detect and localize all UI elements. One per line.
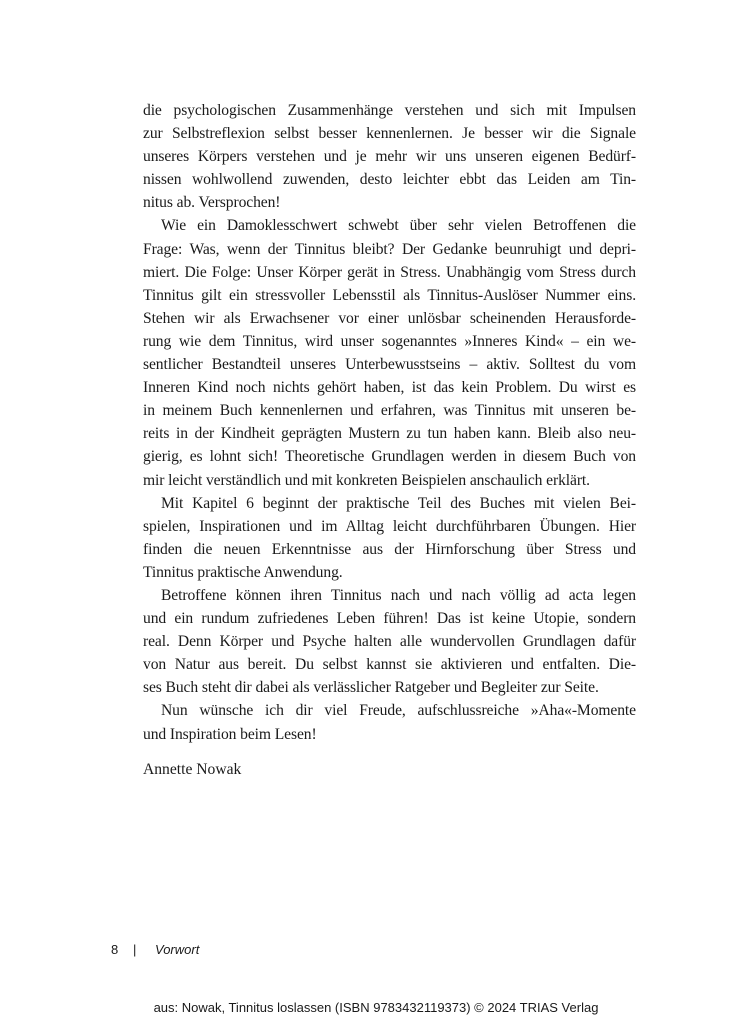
text-line: nissen wohlwollend zuwenden, desto leichter ebbt das Leiden am Tin- bbox=[143, 171, 636, 189]
text-line: Wie ein Damoklesschwert schwebt über sehr vielen Betroffenen die bbox=[161, 217, 636, 235]
section-title: Vorwort bbox=[155, 942, 200, 957]
text-line: Tinnitus praktische Anwendung. bbox=[143, 563, 343, 581]
text-line: spielen, Inspirationen und im Alltag leicht durchführbaren Übungen. Hier bbox=[143, 517, 636, 535]
text-line: ses Buch steht dir dabei als verlässlicher Ratgeber und Begleiter zur Seite. bbox=[143, 679, 599, 697]
text-line: finden die neuen Erkenntnisse aus der Hirnforschung über Stress und bbox=[143, 540, 636, 558]
text-line: in meinem Buch kennenlernen und erfahren, was Tinnitus mit unseren be- bbox=[143, 402, 636, 420]
page-footer bbox=[111, 941, 199, 959]
text-line: gierig, es lohnt sich! Theoretische Grundlagen werden in diesem Buch von bbox=[143, 448, 636, 466]
paragraph bbox=[143, 584, 636, 699]
text-line: Mit Kapitel 6 beginnt der praktische Teil des Buches mit vielen Bei- bbox=[161, 494, 636, 512]
text-line: und Inspiration beim Lesen! bbox=[143, 725, 317, 743]
text-line: miert. Die Folge: Unser Körper gerät in Stress. Unabhängig vom Stress durch bbox=[143, 263, 636, 281]
text-line: Frage: Was, wenn der Tinnitus bleibt? Der Gedanke beunruhigt und depri- bbox=[143, 240, 636, 258]
paragraph bbox=[143, 492, 636, 584]
text-line: unseres Körpers verstehen und je mehr wir uns unseren eigenen Bedürf- bbox=[143, 148, 636, 166]
text-line: real. Denn Körper und Psyche halten alle wundervollen Grundlagen dafür bbox=[143, 633, 636, 651]
text-line: von Natur aus bereit. Du selbst kannst sie aktivieren und entfalten. Die- bbox=[143, 656, 636, 674]
footer-separator: | bbox=[133, 942, 137, 957]
text-line: Tinnitus gilt ein stressvoller Lebensstil als Tinnitus-Auslöser Nummer eins. bbox=[143, 286, 636, 304]
text-line: Nun wünsche ich dir viel Freude, aufschlussreiche »Aha«-Momente bbox=[161, 702, 636, 720]
page-number: 8 bbox=[111, 942, 119, 957]
source-citation: aus: Nowak, Tinnitus loslassen (ISBN 9783432119373) © 2024 TRIAS Verlag bbox=[153, 1000, 599, 1015]
author-signature: Annette Nowak bbox=[143, 761, 242, 778]
text-line: Inneren Kind noch nichts gehört haben, ist das kein Problem. Du wirst es bbox=[143, 379, 636, 397]
text-line: Betroffene können ihren Tinnitus nach und nach völlig ad acta legen bbox=[161, 586, 636, 604]
paragraph bbox=[143, 214, 636, 491]
text-line: rung wie dem Tinnitus, wird unser sogenanntes »Inneres Kind« – ein we- bbox=[143, 332, 636, 350]
text-line: sentlicher Bestandteil unseres Unterbewusstseins – aktiv. Solltest du vom bbox=[143, 356, 636, 374]
text-line: zur Selbstreflexion selbst besser kennenlernen. Je besser wir die Signale bbox=[143, 125, 636, 143]
text-line: und ein rundum zufriedenes Leben führen! Das ist keine Utopie, sondern bbox=[143, 610, 636, 628]
text-line: die psychologischen Zusammenhänge verstehen und sich mit Impulsen bbox=[143, 102, 636, 119]
body-text bbox=[143, 99, 636, 746]
text-line: reits in der Kindheit geprägten Mustern zu tun haben kann. Bleib also neu- bbox=[143, 425, 636, 443]
text-line: nitus ab. Versprochen! bbox=[143, 194, 281, 212]
paragraph bbox=[143, 699, 636, 745]
text-line: mir leicht verständlich und mit konkreten Beispielen anschaulich erklärt. bbox=[143, 471, 590, 489]
text-line: Stehen wir als Erwachsener vor einer unlösbar scheinenden Herausforde- bbox=[143, 309, 636, 327]
paragraph bbox=[143, 99, 636, 214]
